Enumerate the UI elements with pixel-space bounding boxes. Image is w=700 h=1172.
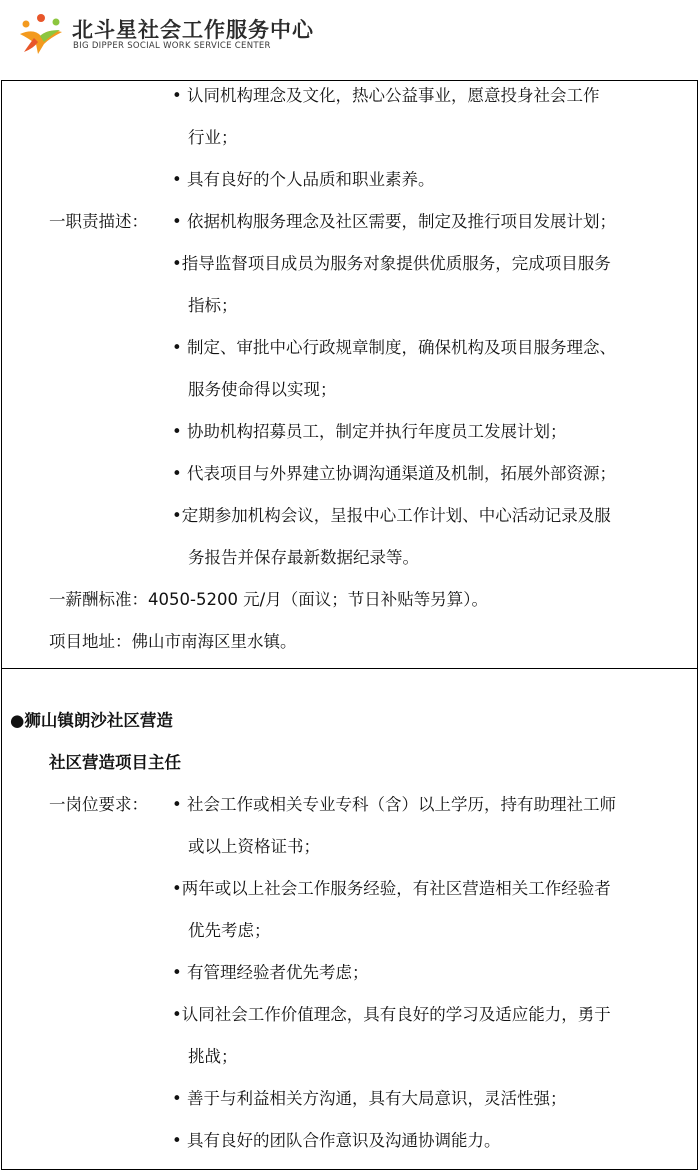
requirements-label: 一岗位要求：: [49, 795, 148, 814]
requirement-item: • 善于与利益相关方沟通，具有大局意识，灵活性强；: [172, 1089, 567, 1108]
duty-item-cont: 务报告并保存最新数据纪录等。: [188, 548, 419, 567]
requirement-item-cont: 挑战；: [188, 1047, 238, 1066]
requirement-item-cont: 或以上资格证书；: [188, 837, 320, 856]
requirement-item: •两年或以上社会工作服务经验，有社区营造相关工作经验者: [172, 879, 611, 898]
duty-item: • 依据机构服务理念及社区需要，制定及推行项目发展计划；: [172, 212, 616, 231]
salary-line: 一薪酬标准：4050-5200 元/月（面议；节日补贴等另算）。: [49, 590, 488, 609]
duty-item: • 制定、审批中心行政规章制度，确保机构及项目服务理念、: [172, 338, 616, 357]
position-title: 社区营造项目主任: [49, 753, 181, 772]
row-divider: [2, 668, 697, 669]
duty-item: • 代表项目与外界建立协调沟通渠道及机制，拓展外部资源；: [172, 464, 616, 483]
page-header: [0, 0, 700, 80]
duties-label: 一职责描述：: [49, 212, 148, 231]
duty-item-cont: 指标；: [188, 296, 238, 315]
project-heading: ●狮山镇朗沙社区营造: [10, 711, 173, 730]
job-table: [1, 80, 698, 1170]
organization-name-en: BIG DIPPER SOCIAL WORK SERVICE CENTER: [73, 41, 271, 51]
requirement-item-cont: 优先考虑；: [188, 921, 271, 940]
requirement-item: • 认同机构理念及文化，热心公益事业，愿意投身社会工作: [172, 86, 600, 105]
requirement-item: • 具有良好的个人品质和职业素养。: [172, 170, 435, 189]
duty-item: • 协助机构招募员工，制定并执行年度员工发展计划；: [172, 422, 567, 441]
duty-item: •指导监督项目成员为服务对象提供优质服务，完成项目服务: [172, 254, 611, 273]
duty-item-cont: 服务使命得以实现；: [188, 380, 337, 399]
requirement-item: • 具有良好的团队合作意识及沟通协调能力。: [172, 1131, 501, 1150]
address-line: 项目地址：佛山市南海区里水镇。: [49, 632, 297, 651]
duty-item: •定期参加机构会议，呈报中心工作计划、中心活动记录及服: [172, 506, 611, 525]
organization-name-cn: 北斗星社会工作服务中心: [72, 18, 314, 42]
requirement-item: •认同社会工作价值理念，具有良好的学习及适应能力，勇于: [172, 1005, 611, 1024]
requirement-item: • 社会工作或相关专业专科（含）以上学历，持有助理社工师: [172, 795, 616, 814]
big-dipper-logo-icon: [14, 8, 68, 58]
requirement-item: • 有管理经验者优先考虑；: [172, 963, 369, 982]
requirement-item-cont: 行业；: [188, 128, 238, 147]
